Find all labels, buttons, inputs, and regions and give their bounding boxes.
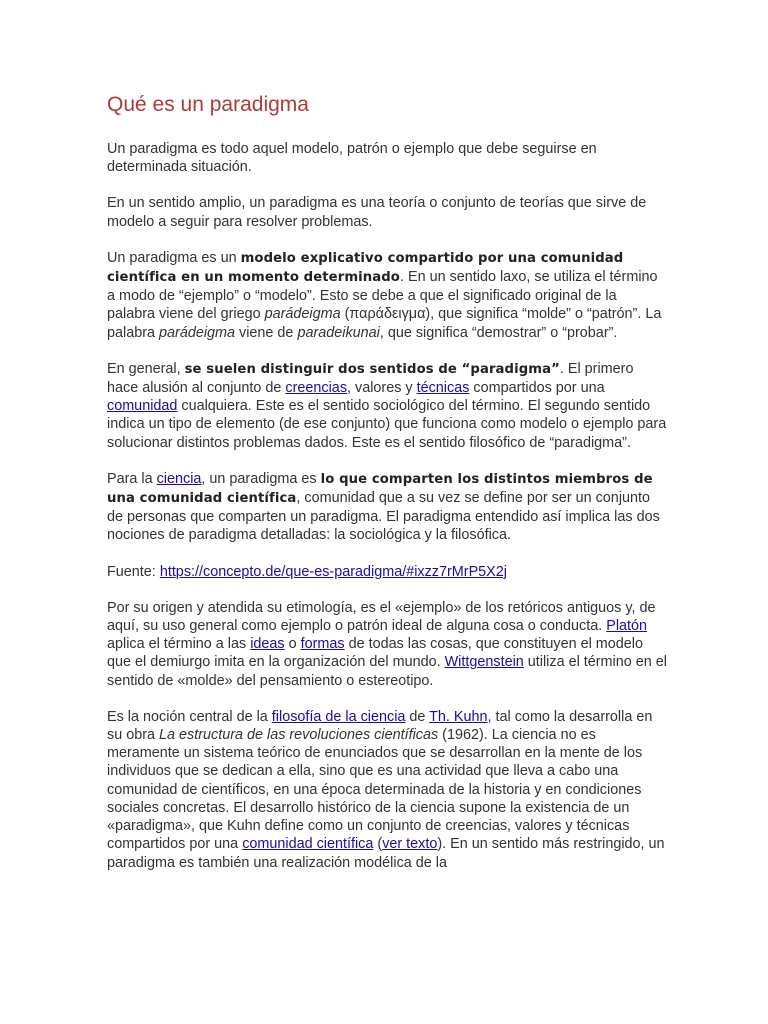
link-creencias[interactable]: creencias <box>285 380 348 397</box>
link-formas[interactable]: formas <box>300 636 345 653</box>
paragraph-etymology: Por su origen y atendida su etimología, es el «ejemplo» de los retóricos antiguos y, de aquí, su uso general como ejemplo o patrón ideal de alguna cosa o conducta. Platón aplica el término a las ideas o formas de todas las cosas, que constituyen el modelo que el demiurgo imita en la organización del mundo. Wittgenstein utiliza el término en el sentido de «molde» del pensamiento o estereotipo. <box>107 599 667 689</box>
italic-term: paradeikunai <box>297 324 380 341</box>
italic-term: parádeigma <box>264 306 341 323</box>
paragraph-source: Fuente: https://concepto.de/que-es-paradigma/#ixzz7rMrP5X2j <box>107 563 507 580</box>
link-filosofia-de-la-ciencia[interactable]: filosofía de la ciencia <box>271 708 406 725</box>
link-source-url[interactable]: https://concepto.de/que-es-paradigma/#ixzz7rMrP5X2j <box>159 563 507 580</box>
link-tecnicas[interactable]: técnicas <box>416 380 470 397</box>
italic-book-title: La estructura de las revoluciones científicas <box>159 727 439 744</box>
bold-phrase: modelo explicativo compartido por una comunidad científica en un momento determinado <box>107 250 624 286</box>
paragraph-broad-sense: En un sentido amplio, un paradigma es una teoría o conjunto de teorías que sirve de modelo a seguir para resolver problemas. <box>107 195 647 230</box>
link-wittgenstein[interactable]: Wittgenstein <box>444 654 524 671</box>
paragraph-two-senses: En general, se suelen distinguir dos sentidos de “paradigma”. El primero hace alusión al conjunto de creencias, valores y técnicas compartidos por una comunidad cualquiera. Este es el sentido sociológico del término. El segundo sentido indica un tipo de elemento (de ese conjunto) que funciona como modelo o ejemplo para solucionar distintos problemas dados. Este es el sentido filosófico de “paradigma”. <box>107 360 667 451</box>
paragraph-science: Para la ciencia, un paradigma es lo que comparten los distintos miembros de una comunidad científica, comunidad que a su vez se define por ser un conjunto de personas que comparten un paradigma. El paradigma entendido así implica las dos nociones de paradigma detalladas: la sociológica y la filosófica. <box>107 470 660 544</box>
link-ideas[interactable]: ideas <box>250 636 285 653</box>
page-title: Qué es un paradigma <box>107 93 309 116</box>
paragraph-explanatory-model: Un paradigma es un modelo explicativo compartido por una comunidad científica en un momento determinado. En un sentido laxo, se utiliza el término a modo de “ejemplo” o “modelo”. Esto se debe a que el significado original de la palabra viene del griego parádeigma (παράδειγμα), que significa “molde” o “patrón”. La palabra parádeigma viene de paradeikunai, que significa “demostrar” o “probar”. <box>107 249 662 341</box>
paragraph-definition: Un paradigma es todo aquel modelo, patrón o ejemplo que debe seguirse en determinada situación. <box>107 141 597 176</box>
paragraph-kuhn: Es la noción central de la filosofía de la ciencia de Th. Kuhn, tal como la desarrolla en su obra La estructura de las revoluciones científicas (1962). La ciencia no es meramente un sistema teórico de enunciados que se desarrollan en la mente de los individuos que se dedican a ella, sino que es una actividad que lleva a cabo una comunidad de científicos, en una época determinada de la historia y en condiciones sociales concretas. El desarrollo histórico de la ciencia supone la existencia de un «paradigma», que Kuhn define como un conjunto de creencias, valores y técnicas compartidos por una comunidad científica (ver texto). En un sentido más restringido, un paradigma es también una realización modélica de la <box>107 708 665 871</box>
link-ciencia[interactable]: ciencia <box>156 470 202 487</box>
bold-phrase: lo que comparten los distintos miembros de una comunidad científica <box>107 471 653 507</box>
italic-term: parádeigma <box>159 324 236 341</box>
link-ver-texto[interactable]: ver texto <box>382 836 438 853</box>
document-page <box>107 92 667 890</box>
bold-phrase: se suelen distinguir dos sentidos de “paradigma” <box>184 361 560 377</box>
link-th-kuhn[interactable]: Th. Kuhn <box>429 708 488 725</box>
link-platon[interactable]: Platón <box>606 618 648 635</box>
link-comunidad[interactable]: comunidad <box>107 398 178 415</box>
link-comunidad-cientifica[interactable]: comunidad científica <box>242 836 374 853</box>
